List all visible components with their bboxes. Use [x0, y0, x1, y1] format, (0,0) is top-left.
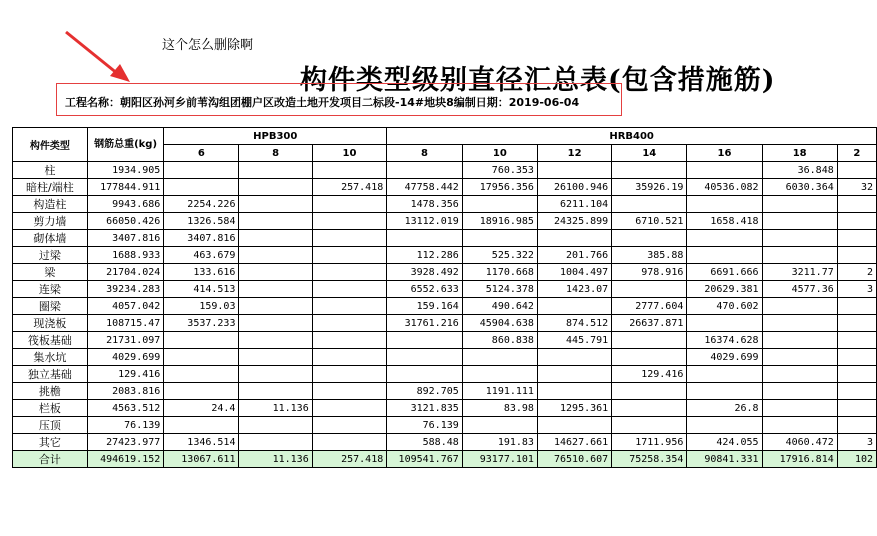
- table-row: [13, 315, 877, 332]
- table-row: [13, 417, 877, 434]
- total-weight-cell: 494619.152: [87, 451, 163, 468]
- table-row: [13, 196, 877, 213]
- value-cell: [239, 179, 312, 196]
- total-weight-cell: 1688.933: [87, 247, 163, 264]
- value-cell: 463.679: [164, 247, 239, 264]
- value-cell: [687, 196, 762, 213]
- value-cell: 26100.946: [537, 179, 611, 196]
- value-cell: 3: [837, 434, 876, 451]
- component-type-cell: 栏板: [13, 400, 88, 417]
- value-cell: 385.88: [612, 247, 687, 264]
- total-weight-cell: 39234.283: [87, 281, 163, 298]
- value-cell: 20629.381: [687, 281, 762, 298]
- value-cell: 1004.497: [537, 264, 611, 281]
- value-cell: 83.98: [462, 400, 537, 417]
- total-weight-cell: 4029.699: [87, 349, 163, 366]
- value-cell: [537, 383, 611, 400]
- table-body: [13, 162, 877, 468]
- value-cell: 159.03: [164, 298, 239, 315]
- value-cell: [837, 315, 876, 332]
- value-cell: [612, 162, 687, 179]
- value-cell: 6030.364: [762, 179, 837, 196]
- value-cell: [239, 434, 312, 451]
- table-row: [13, 213, 877, 230]
- value-cell: 860.838: [462, 332, 537, 349]
- value-cell: [837, 417, 876, 434]
- value-cell: 11.136: [239, 451, 312, 468]
- value-cell: [387, 332, 463, 349]
- component-type-cell: 构造柱: [13, 196, 88, 213]
- value-cell: [387, 230, 463, 247]
- value-cell: [537, 298, 611, 315]
- table-row: [13, 162, 877, 179]
- value-cell: [762, 230, 837, 247]
- value-cell: [164, 366, 239, 383]
- value-cell: [762, 366, 837, 383]
- value-cell: [537, 162, 611, 179]
- value-cell: 414.513: [164, 281, 239, 298]
- value-cell: 13112.019: [387, 213, 463, 230]
- value-cell: [612, 383, 687, 400]
- value-cell: 102: [837, 451, 876, 468]
- value-cell: 24.4: [164, 400, 239, 417]
- value-cell: [837, 366, 876, 383]
- value-cell: [837, 298, 876, 315]
- value-cell: [837, 247, 876, 264]
- value-cell: 4029.699: [687, 349, 762, 366]
- diameter-header: 10: [312, 145, 387, 162]
- value-cell: [387, 349, 463, 366]
- rebar-summary-table: [12, 127, 877, 468]
- value-cell: 75258.354: [612, 451, 687, 468]
- value-cell: 11.136: [239, 400, 312, 417]
- diameter-header: 10: [462, 145, 537, 162]
- value-cell: 6710.521: [612, 213, 687, 230]
- value-cell: 3: [837, 281, 876, 298]
- value-cell: [239, 366, 312, 383]
- value-cell: 424.055: [687, 434, 762, 451]
- diameter-header: 14: [612, 145, 687, 162]
- value-cell: [837, 349, 876, 366]
- value-cell: [312, 196, 387, 213]
- value-cell: 5124.378: [462, 281, 537, 298]
- total-weight-cell: 76.139: [87, 417, 163, 434]
- value-cell: [239, 196, 312, 213]
- value-cell: 1711.956: [612, 434, 687, 451]
- value-cell: [612, 332, 687, 349]
- value-cell: [239, 383, 312, 400]
- value-cell: [687, 315, 762, 332]
- value-cell: [837, 400, 876, 417]
- value-cell: [612, 281, 687, 298]
- table-row: [13, 383, 877, 400]
- question-note: 这个怎么删除啊: [162, 38, 254, 53]
- value-cell: [312, 332, 387, 349]
- diameter-header: 16: [687, 145, 762, 162]
- diameter-header: 2: [837, 145, 876, 162]
- value-cell: 17916.814: [762, 451, 837, 468]
- value-cell: 490.642: [462, 298, 537, 315]
- value-cell: 1346.514: [164, 434, 239, 451]
- value-cell: [462, 349, 537, 366]
- value-cell: 3537.233: [164, 315, 239, 332]
- value-cell: 1423.07: [537, 281, 611, 298]
- value-cell: [537, 230, 611, 247]
- value-cell: [239, 230, 312, 247]
- value-cell: [164, 383, 239, 400]
- diameter-header: 8: [239, 145, 312, 162]
- value-cell: [387, 366, 463, 383]
- value-cell: 1658.418: [687, 213, 762, 230]
- diameter-header: 6: [164, 145, 239, 162]
- component-type-cell: 暗柱/端柱: [13, 179, 88, 196]
- value-cell: 47758.442: [387, 179, 463, 196]
- value-cell: 109541.767: [387, 451, 463, 468]
- component-type-cell: 柱: [13, 162, 88, 179]
- value-cell: 16374.628: [687, 332, 762, 349]
- value-cell: 1191.111: [462, 383, 537, 400]
- value-cell: [312, 247, 387, 264]
- value-cell: 76.139: [387, 417, 463, 434]
- value-cell: [762, 247, 837, 264]
- red-arrow-annotation: [60, 28, 140, 88]
- value-cell: [312, 400, 387, 417]
- value-cell: [387, 162, 463, 179]
- value-cell: 13067.611: [164, 451, 239, 468]
- total-weight-cell: 27423.977: [87, 434, 163, 451]
- value-cell: [837, 213, 876, 230]
- total-weight-cell: 1934.905: [87, 162, 163, 179]
- value-cell: [687, 366, 762, 383]
- value-cell: [164, 179, 239, 196]
- diameter-header: 18: [762, 145, 837, 162]
- value-cell: [239, 349, 312, 366]
- value-cell: [239, 281, 312, 298]
- value-cell: 14627.661: [537, 434, 611, 451]
- table-row: [13, 434, 877, 451]
- value-cell: [762, 315, 837, 332]
- value-cell: [762, 196, 837, 213]
- value-cell: 1170.668: [462, 264, 537, 281]
- value-cell: [837, 383, 876, 400]
- component-type-cell: 连梁: [13, 281, 88, 298]
- value-cell: 93177.101: [462, 451, 537, 468]
- value-cell: [612, 230, 687, 247]
- value-cell: [687, 247, 762, 264]
- component-type-cell: 独立基础: [13, 366, 88, 383]
- value-cell: [312, 281, 387, 298]
- component-type-cell: 砌体墙: [13, 230, 88, 247]
- value-cell: [687, 162, 762, 179]
- value-cell: 257.418: [312, 451, 387, 468]
- value-cell: 26.8: [687, 400, 762, 417]
- value-cell: [164, 349, 239, 366]
- value-cell: 6691.666: [687, 264, 762, 281]
- value-cell: 201.766: [537, 247, 611, 264]
- table-row: [13, 247, 877, 264]
- value-cell: [312, 230, 387, 247]
- total-weight-cell: 3407.816: [87, 230, 163, 247]
- header-type: 构件类型: [13, 128, 88, 162]
- value-cell: 588.48: [387, 434, 463, 451]
- total-weight-cell: 129.416: [87, 366, 163, 383]
- component-type-cell: 剪力墙: [13, 213, 88, 230]
- table-row: [13, 230, 877, 247]
- total-weight-cell: 66050.426: [87, 213, 163, 230]
- total-weight-cell: 21731.097: [87, 332, 163, 349]
- value-cell: [312, 417, 387, 434]
- component-type-cell: 压顶: [13, 417, 88, 434]
- value-cell: 17956.356: [462, 179, 537, 196]
- value-cell: [837, 162, 876, 179]
- value-cell: [239, 332, 312, 349]
- component-type-cell: 现浇板: [13, 315, 88, 332]
- value-cell: [312, 366, 387, 383]
- table-row: [13, 298, 877, 315]
- value-cell: [312, 349, 387, 366]
- total-row: [13, 451, 877, 468]
- value-cell: [762, 298, 837, 315]
- value-cell: 26637.871: [612, 315, 687, 332]
- value-cell: [312, 162, 387, 179]
- value-cell: [239, 298, 312, 315]
- value-cell: 76510.607: [537, 451, 611, 468]
- value-cell: [762, 213, 837, 230]
- value-cell: [612, 349, 687, 366]
- value-cell: 112.286: [387, 247, 463, 264]
- table-row: [13, 400, 877, 417]
- value-cell: 36.848: [762, 162, 837, 179]
- value-cell: 129.416: [612, 366, 687, 383]
- value-cell: [837, 332, 876, 349]
- total-weight-cell: 21704.024: [87, 264, 163, 281]
- value-cell: [612, 417, 687, 434]
- value-cell: [537, 417, 611, 434]
- value-cell: [762, 400, 837, 417]
- value-cell: [239, 162, 312, 179]
- value-cell: [462, 230, 537, 247]
- diameter-header: 8: [387, 145, 463, 162]
- value-cell: 32: [837, 179, 876, 196]
- value-cell: 3407.816: [164, 230, 239, 247]
- diameter-header: 12: [537, 145, 611, 162]
- value-cell: 3928.492: [387, 264, 463, 281]
- value-cell: 1326.584: [164, 213, 239, 230]
- value-cell: 6211.104: [537, 196, 611, 213]
- table-row: [13, 349, 877, 366]
- total-weight-cell: 4057.042: [87, 298, 163, 315]
- value-cell: [462, 196, 537, 213]
- value-cell: 257.418: [312, 179, 387, 196]
- value-cell: 45904.638: [462, 315, 537, 332]
- value-cell: [164, 332, 239, 349]
- value-cell: 3211.77: [762, 264, 837, 281]
- value-cell: [239, 417, 312, 434]
- table-row: [13, 179, 877, 196]
- table-row: [13, 281, 877, 298]
- component-type-cell: 梁: [13, 264, 88, 281]
- value-cell: 2777.604: [612, 298, 687, 315]
- value-cell: [312, 434, 387, 451]
- value-cell: [312, 213, 387, 230]
- value-cell: [462, 366, 537, 383]
- value-cell: [462, 417, 537, 434]
- value-cell: [239, 315, 312, 332]
- value-cell: 2: [837, 264, 876, 281]
- value-cell: 31761.216: [387, 315, 463, 332]
- value-cell: 760.353: [462, 162, 537, 179]
- component-type-cell: 过梁: [13, 247, 88, 264]
- value-cell: [762, 349, 837, 366]
- value-cell: [239, 247, 312, 264]
- value-cell: 90841.331: [687, 451, 762, 468]
- value-cell: 470.602: [687, 298, 762, 315]
- value-cell: [837, 196, 876, 213]
- table-row: [13, 264, 877, 281]
- total-weight-cell: 177844.911: [87, 179, 163, 196]
- value-cell: 525.322: [462, 247, 537, 264]
- value-cell: [239, 213, 312, 230]
- value-cell: 4577.36: [762, 281, 837, 298]
- report-title: 构件类型级别直径汇总表(包含措施筋): [300, 65, 776, 96]
- component-type-cell: 其它: [13, 434, 88, 451]
- value-cell: [762, 417, 837, 434]
- value-cell: [537, 349, 611, 366]
- value-cell: 892.705: [387, 383, 463, 400]
- value-cell: 6552.633: [387, 281, 463, 298]
- total-weight-cell: 108715.47: [87, 315, 163, 332]
- component-type-cell: 合计: [13, 451, 88, 468]
- value-cell: [762, 332, 837, 349]
- value-cell: [164, 162, 239, 179]
- component-type-cell: 圈梁: [13, 298, 88, 315]
- value-cell: 18916.985: [462, 213, 537, 230]
- value-cell: [312, 383, 387, 400]
- value-cell: [687, 417, 762, 434]
- value-cell: [239, 264, 312, 281]
- header-hpb300: HPB300: [164, 128, 387, 145]
- table-row: [13, 366, 877, 383]
- value-cell: [687, 230, 762, 247]
- value-cell: [687, 383, 762, 400]
- header-weight: 钢筋总重(kg): [87, 128, 163, 162]
- value-cell: [312, 264, 387, 281]
- total-weight-cell: 9943.686: [87, 196, 163, 213]
- value-cell: [312, 298, 387, 315]
- value-cell: 3121.835: [387, 400, 463, 417]
- value-cell: 191.83: [462, 434, 537, 451]
- value-cell: 1295.361: [537, 400, 611, 417]
- component-type-cell: 筏板基础: [13, 332, 88, 349]
- total-weight-cell: 4563.512: [87, 400, 163, 417]
- value-cell: 4060.472: [762, 434, 837, 451]
- value-cell: [537, 366, 611, 383]
- value-cell: [164, 417, 239, 434]
- table-row: [13, 332, 877, 349]
- value-cell: [612, 196, 687, 213]
- value-cell: 35926.19: [612, 179, 687, 196]
- value-cell: 133.616: [164, 264, 239, 281]
- component-type-cell: 集水坑: [13, 349, 88, 366]
- value-cell: [312, 315, 387, 332]
- value-cell: 1478.356: [387, 196, 463, 213]
- value-cell: 40536.082: [687, 179, 762, 196]
- value-cell: [762, 383, 837, 400]
- project-info: 工程名称：朝阳区孙河乡前苇沟组团棚户区改造土地开发项目二标段-14#地块8编制日期：2019-06-04: [65, 96, 580, 109]
- value-cell: 159.164: [387, 298, 463, 315]
- header-hrb400: HRB400: [387, 128, 877, 145]
- value-cell: [612, 400, 687, 417]
- value-cell: 2254.226: [164, 196, 239, 213]
- value-cell: 874.512: [537, 315, 611, 332]
- component-type-cell: 挑檐: [13, 383, 88, 400]
- value-cell: 978.916: [612, 264, 687, 281]
- value-cell: [837, 230, 876, 247]
- value-cell: 24325.899: [537, 213, 611, 230]
- total-weight-cell: 2083.816: [87, 383, 163, 400]
- value-cell: 445.791: [537, 332, 611, 349]
